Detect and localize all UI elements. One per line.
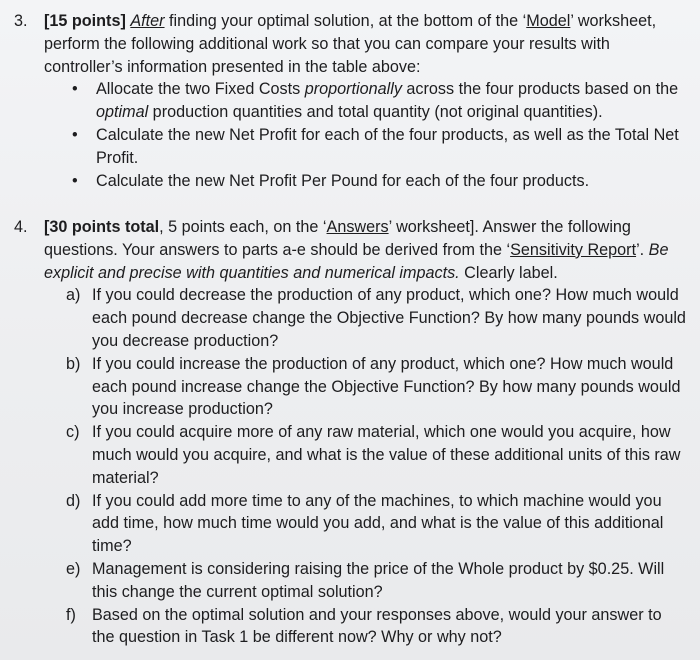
- intro-text: finding your optimal solution, at the bottom of the ‘: [164, 12, 527, 30]
- bullet-text: Calculate the new Net Profit for each of the four products, as well as the Total Net Profit.: [96, 125, 679, 167]
- sensitivity-report-name: Sensitivity Report: [510, 240, 637, 259]
- answers-worksheet-name: Answers: [326, 218, 389, 236]
- part-label: e): [66, 559, 81, 578]
- part-text: If you could add more time to any of the machines, to which machine would you add time, how much time would you add, and what is the value of this additional time?: [92, 491, 664, 556]
- list-item: [66, 124, 700, 170]
- bullet-text: Calculate the new Net Profit Per Pound for each of the four products.: [96, 171, 590, 190]
- intro-text: ’.: [636, 240, 649, 259]
- list-item: [66, 78, 700, 124]
- list-item: [66, 353, 686, 421]
- after-word: After: [130, 12, 165, 30]
- question-4-intro: [44, 216, 694, 284]
- points-label: [30 points total: [44, 218, 160, 236]
- bullet-text: across the four products based on the: [401, 80, 679, 99]
- list-item: [66, 604, 686, 650]
- part-label: c): [66, 423, 80, 442]
- bullet-icon: •: [72, 125, 78, 144]
- sub-question-list: [44, 284, 686, 649]
- question-3-body: [44, 10, 694, 192]
- part-label: b): [66, 354, 81, 373]
- bullet-list: [14, 78, 700, 192]
- bullet-icon: •: [72, 171, 78, 190]
- question-4: [14, 216, 694, 649]
- intro-text: , 5 points each, on the ‘: [159, 218, 327, 236]
- emphasis-text: Be explicit and precise with quantities and numerical impacts.: [44, 240, 669, 282]
- list-item: [66, 170, 700, 193]
- bullet-text: production quantities and total quantity (not original quantities).: [148, 103, 603, 122]
- part-text: If you could decrease the production of any product, which one? How much would each pound decrease change the Objective Function? By how many pounds would you decrease production?: [92, 286, 686, 350]
- list-item: [66, 421, 686, 489]
- emphasis-text: optimal: [96, 103, 149, 122]
- question-4-body: [44, 216, 694, 649]
- intro-text: ’ worksheet]. Answer the following questions. Your answers to parts a-e should be derived from the ‘: [44, 218, 631, 259]
- part-label: f): [66, 605, 76, 624]
- bullet-icon: •: [72, 80, 78, 99]
- part-text: Management is considering raising the price of the Whole product by $0.25. Will this change the current optimal solution?: [92, 559, 665, 601]
- model-worksheet-name: Model: [526, 12, 571, 30]
- list-item: [66, 558, 686, 604]
- question-3-intro: [44, 10, 684, 78]
- part-label: a): [66, 286, 81, 305]
- bullet-text: Allocate the two Fixed Costs: [96, 80, 305, 99]
- part-text: If you could increase the production of any product, which one? How much would each pound increase change the Objective Function? By how many pounds would you increase production?: [92, 354, 681, 419]
- list-item: [66, 490, 686, 558]
- question-number: 4.: [14, 218, 28, 236]
- points-label: [15 points]: [44, 12, 126, 30]
- emphasis-text: proportionally: [304, 80, 402, 99]
- part-text: Based on the optimal solution and your responses above, would your answer to the question in Task 1 be different now? Why or why not?: [92, 605, 662, 647]
- intro-text: ’ worksheet, perform the following additional work so that you can compare your results with controller’s information presented in the table above:: [44, 12, 657, 76]
- question-3: [14, 10, 694, 192]
- intro-text: Clearly label.: [459, 263, 558, 282]
- question-number: 3.: [14, 12, 28, 30]
- list-item: [66, 284, 686, 352]
- part-text: If you could acquire more of any raw material, which one would you acquire, how much would you acquire, and what is the value of these additional units of this raw material?: [92, 423, 681, 487]
- part-label: d): [66, 491, 81, 510]
